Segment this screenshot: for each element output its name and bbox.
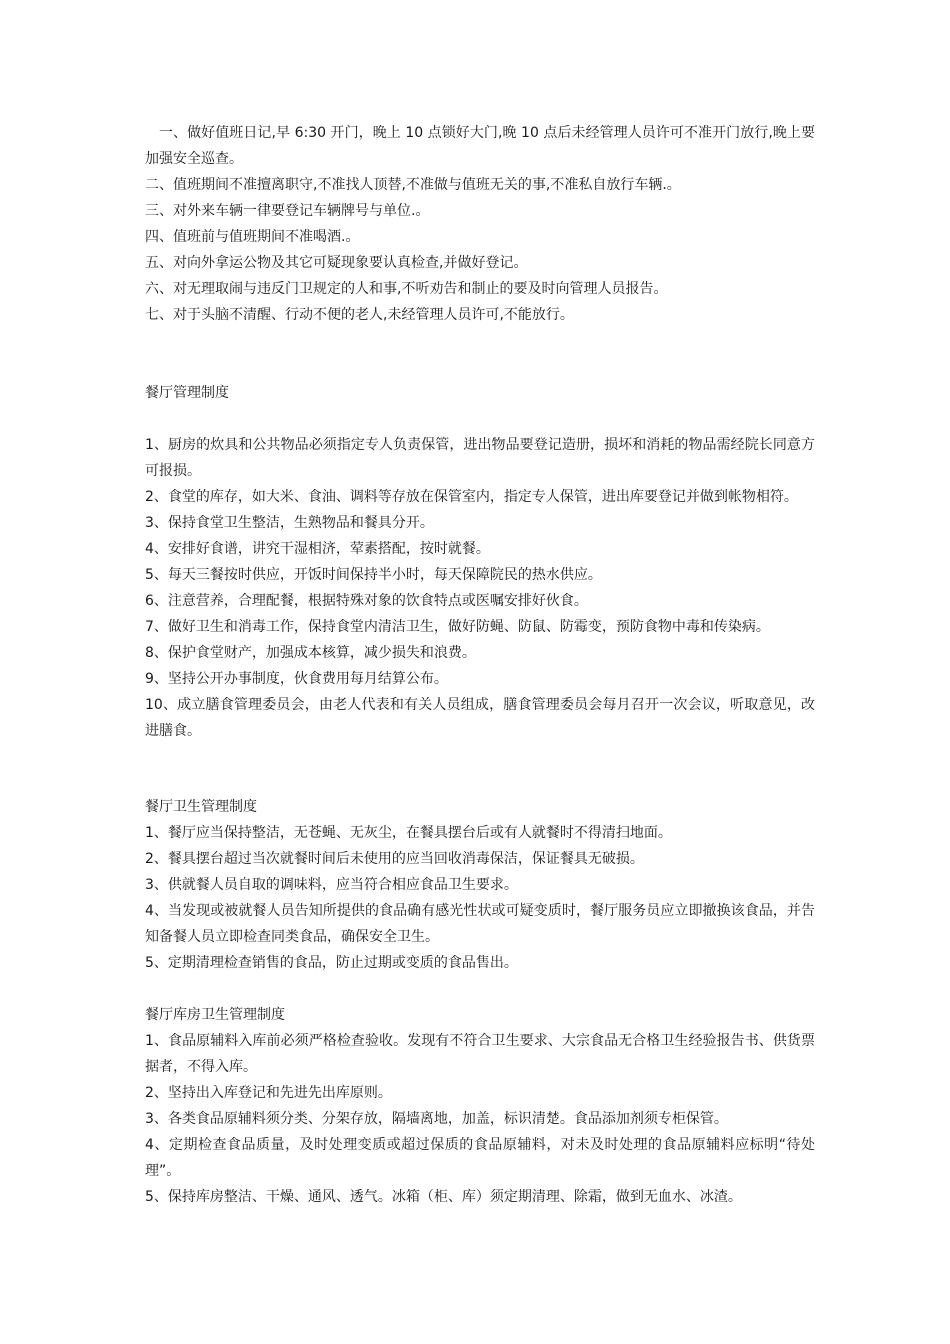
rule-item: 3、各类食品原辅料须分类、分架存放，隔墙离地，加盖，标识清楚。食品添加剂须专柜保管。 xyxy=(145,1111,728,1127)
rule-item: 5、保持库房整洁、干燥、通风、透气。冰箱（柜、库）须定期清理、除霜，做到无血水、冰渣。 xyxy=(145,1189,742,1205)
rule-item: 七、对于头脑不清醒、行动不便的老人,未经管理人员许可,不能放行。 xyxy=(145,307,574,323)
rule-item: 一、做好值班日记,早 6:30 开门，晚上 10 点锁好大门,晚 10 点后未经管理人员许可不准开门放行,晚上要加强安全巡查。 xyxy=(145,125,815,167)
rule-item: 9、坚持公开办事制度，伙食费用每月结算公布。 xyxy=(145,671,448,687)
rule-item: 6、注意营养，合理配餐，根据特殊对象的饮食特点或医嘱安排好伙食。 xyxy=(145,593,588,609)
rule-item: 5、定期清理检查销售的食品，防止过期或变质的食品售出。 xyxy=(145,955,518,971)
rule-item: 二、值班期间不准擅离职守,不准找人顶替,不准做与值班无关的事,不准私自放行车辆.。 xyxy=(145,177,681,193)
rule-item: 8、保护食堂财产，加强成本核算，减少损失和浪费。 xyxy=(145,645,476,661)
rule-item: 7、做好卫生和消毒工作，保持食堂内清洁卫生，做好防蝇、防鼠、防霉变，预防食物中毒和传染病。 xyxy=(145,619,770,635)
rule-item: 5、每天三餐按时供应，开饭时间保持半小时，每天保障院民的热水供应。 xyxy=(145,567,602,583)
rule-item: 1、厨房的炊具和公共物品必须指定专人负责保管，进出物品要登记造册，损坏和消耗的物品需经院长同意方可报损。 xyxy=(145,437,815,479)
rule-item: 2、餐具摆台超过当次就餐时间后未使用的应当回收消毒保洁，保证餐具无破损。 xyxy=(145,851,644,867)
rule-item: 4、当发现或被就餐人员告知所提供的食品确有感光性状或可疑变质时，餐厅服务员应立即撤换该食品，并告知备餐人员立即检查同类食品，确保安全卫生。 xyxy=(145,903,815,945)
rule-item: 2、坚持出入库登记和先进先出库原则。 xyxy=(145,1085,392,1101)
gate-duty-rules xyxy=(145,120,815,328)
document-body xyxy=(145,120,815,1210)
rule-item: 四、值班前与值班期间不准喝酒.。 xyxy=(145,229,360,245)
rule-item: 六、对无理取闹与违反门卫规定的人和事,不听劝告和制止的要及时向管理人员报告。 xyxy=(145,281,668,297)
section-heading: 餐厅库房卫生管理制度 xyxy=(145,1007,285,1023)
rule-item: 2、食堂的库存，如大米、食油、调料等存放在保管室内，指定专人保管，进出库要登记并做到帐物相符。 xyxy=(145,489,798,505)
section-heading: 餐厅管理制度 xyxy=(145,385,229,401)
rule-item: 4、定期检查食品质量，及时处理变质或超过保质的食品原辅料，对未及时处理的食品原辅料应标明“待处理”。 xyxy=(145,1137,815,1179)
rule-item: 五、对向外拿运公物及其它可疑现象要认真检查,并做好登记。 xyxy=(145,255,528,271)
storage-hygiene-section xyxy=(145,1002,815,1210)
rule-item: 1、食品原辅料入库前必须严格检查验收。发现有不符合卫生要求、大宗食品无合格卫生经验报告书、供货票据者，不得入库。 xyxy=(145,1033,815,1075)
rule-item: 1、餐厅应当保持整洁，无苍蝇、无灰尘，在餐具摆台后或有人就餐时不得清扫地面。 xyxy=(145,825,672,841)
section-heading: 餐厅卫生管理制度 xyxy=(145,799,257,815)
rule-item: 三、对外来车辆一律要登记车辆牌号与单位.。 xyxy=(145,203,430,219)
rule-item: 4、安排好食谱，讲究干湿相济，荤素搭配，按时就餐。 xyxy=(145,541,490,557)
rule-item: 3、供就餐人员自取的调味料，应当符合相应食品卫生要求。 xyxy=(145,877,518,893)
rule-item: 3、保持食堂卫生整洁，生熟物品和餐具分开。 xyxy=(145,515,434,531)
restaurant-management-section xyxy=(145,380,815,744)
restaurant-hygiene-section xyxy=(145,794,815,976)
rule-item: 10、成立膳食管理委员会，由老人代表和有关人员组成，膳食管理委员会每月召开一次会议，听取意见，改进膳食。 xyxy=(145,697,815,739)
